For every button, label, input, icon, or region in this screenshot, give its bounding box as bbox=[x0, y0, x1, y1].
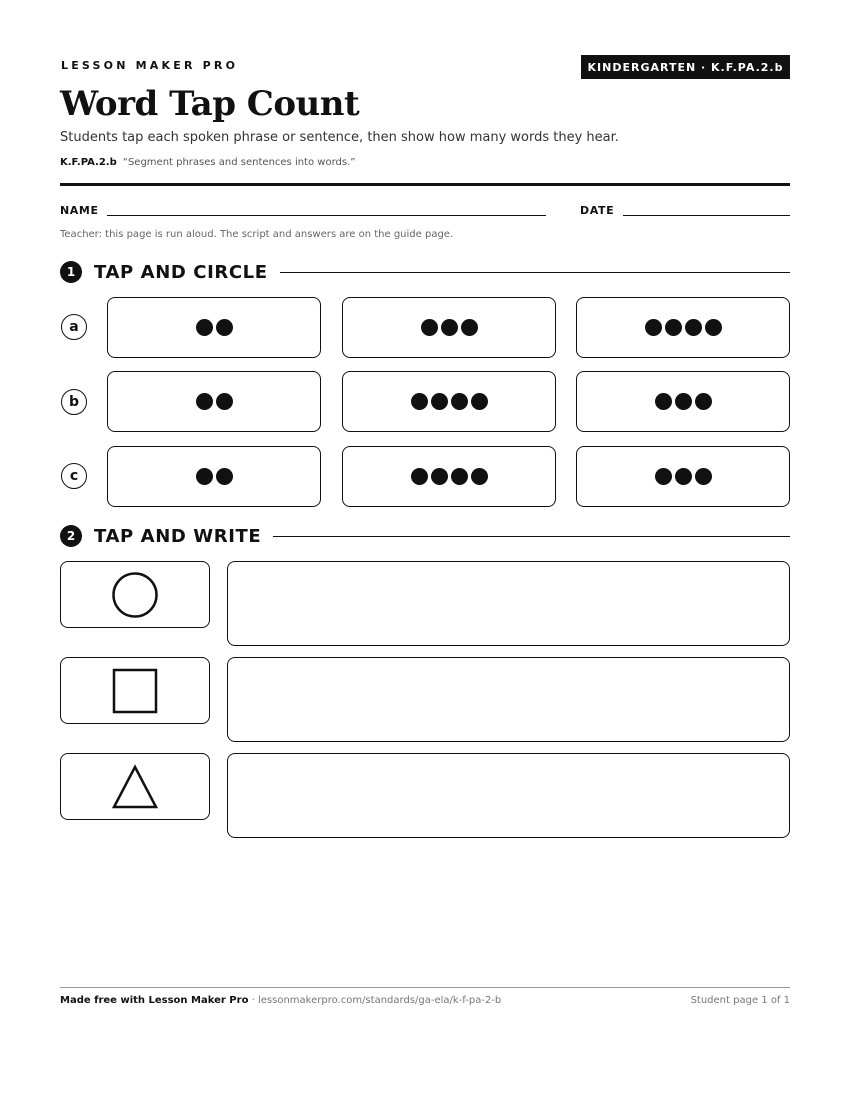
section-rule bbox=[280, 272, 790, 273]
count-dot bbox=[196, 319, 213, 336]
count-dot bbox=[695, 393, 712, 410]
row-letter-b: b bbox=[61, 389, 87, 415]
dot-choice-box[interactable] bbox=[576, 446, 790, 507]
date-field[interactable] bbox=[623, 215, 790, 216]
count-dot bbox=[451, 393, 468, 410]
section-number-badge: 2 bbox=[60, 525, 82, 547]
footer-made-with: Made free with Lesson Maker Pro bbox=[60, 995, 249, 1006]
name-field[interactable] bbox=[107, 215, 546, 216]
count-dot bbox=[411, 468, 428, 485]
dot-choice-box[interactable] bbox=[576, 297, 790, 358]
shape-box bbox=[60, 657, 210, 724]
count-dot bbox=[675, 468, 692, 485]
count-dot bbox=[695, 468, 712, 485]
standard-code: K.F.PA.2.b bbox=[60, 157, 117, 168]
count-dot bbox=[645, 319, 662, 336]
count-dot bbox=[665, 319, 682, 336]
dot-choice-box[interactable] bbox=[342, 297, 556, 358]
write-answer-box[interactable] bbox=[227, 561, 790, 646]
footer-divider bbox=[60, 987, 790, 988]
page-subtitle: Students tap each spoken phrase or sentence, then show how many words they hear. bbox=[60, 130, 619, 145]
header-divider bbox=[60, 183, 790, 186]
section-title: TAP AND CIRCLE bbox=[94, 261, 268, 283]
section-number-badge: 1 bbox=[60, 261, 82, 283]
section-2-header bbox=[60, 523, 790, 549]
brand-label: LESSON MAKER PRO bbox=[61, 59, 239, 72]
footer-page-number: Student page 1 of 1 bbox=[690, 995, 790, 1006]
triangle-icon bbox=[111, 764, 159, 810]
dot-choice-box[interactable] bbox=[576, 371, 790, 432]
row-letter-a: a bbox=[61, 314, 87, 340]
section-title: TAP AND WRITE bbox=[94, 525, 262, 547]
count-dot bbox=[655, 468, 672, 485]
footer-url[interactable]: · lessonmakerpro.com/standards/ga-ela/k-f-pa-2-b bbox=[248, 995, 502, 1006]
dot-choice-box[interactable] bbox=[342, 371, 556, 432]
count-dot bbox=[685, 319, 702, 336]
grade-standard-badge: KINDERGARTEN · K.F.PA.2.b bbox=[581, 55, 790, 79]
row-letter-c: c bbox=[61, 463, 87, 489]
count-dot bbox=[216, 393, 233, 410]
dot-choice-box[interactable] bbox=[107, 371, 321, 432]
count-dot bbox=[471, 393, 488, 410]
square-icon bbox=[112, 668, 158, 714]
date-label: DATE bbox=[580, 204, 615, 217]
count-dot bbox=[196, 393, 213, 410]
count-dot bbox=[451, 468, 468, 485]
write-answer-box[interactable] bbox=[227, 753, 790, 838]
page-title: Word Tap Count bbox=[60, 84, 360, 124]
count-dot bbox=[441, 319, 458, 336]
count-dot bbox=[655, 393, 672, 410]
dot-choice-box[interactable] bbox=[107, 446, 321, 507]
count-dot bbox=[216, 319, 233, 336]
write-answer-box[interactable] bbox=[227, 657, 790, 742]
count-dot bbox=[431, 468, 448, 485]
count-dot bbox=[421, 319, 438, 336]
standard-text: “Segment phrases and sentences into words.” bbox=[122, 157, 356, 168]
count-dot bbox=[705, 319, 722, 336]
shape-box bbox=[60, 753, 210, 820]
count-dot bbox=[431, 393, 448, 410]
section-1-header bbox=[60, 259, 790, 285]
count-dot bbox=[196, 468, 213, 485]
count-dot bbox=[461, 319, 478, 336]
count-dot bbox=[675, 393, 692, 410]
dot-choice-box[interactable] bbox=[107, 297, 321, 358]
shape-box bbox=[60, 561, 210, 628]
circle-icon bbox=[111, 571, 159, 619]
footer-credit bbox=[60, 995, 501, 1006]
dot-choice-box[interactable] bbox=[342, 446, 556, 507]
count-dot bbox=[411, 393, 428, 410]
standard-line bbox=[60, 157, 355, 168]
count-dot bbox=[471, 468, 488, 485]
count-dot bbox=[216, 468, 233, 485]
section-rule bbox=[273, 536, 790, 537]
teacher-note: Teacher: this page is run aloud. The script and answers are on the guide page. bbox=[60, 229, 454, 240]
name-label: NAME bbox=[60, 204, 99, 217]
